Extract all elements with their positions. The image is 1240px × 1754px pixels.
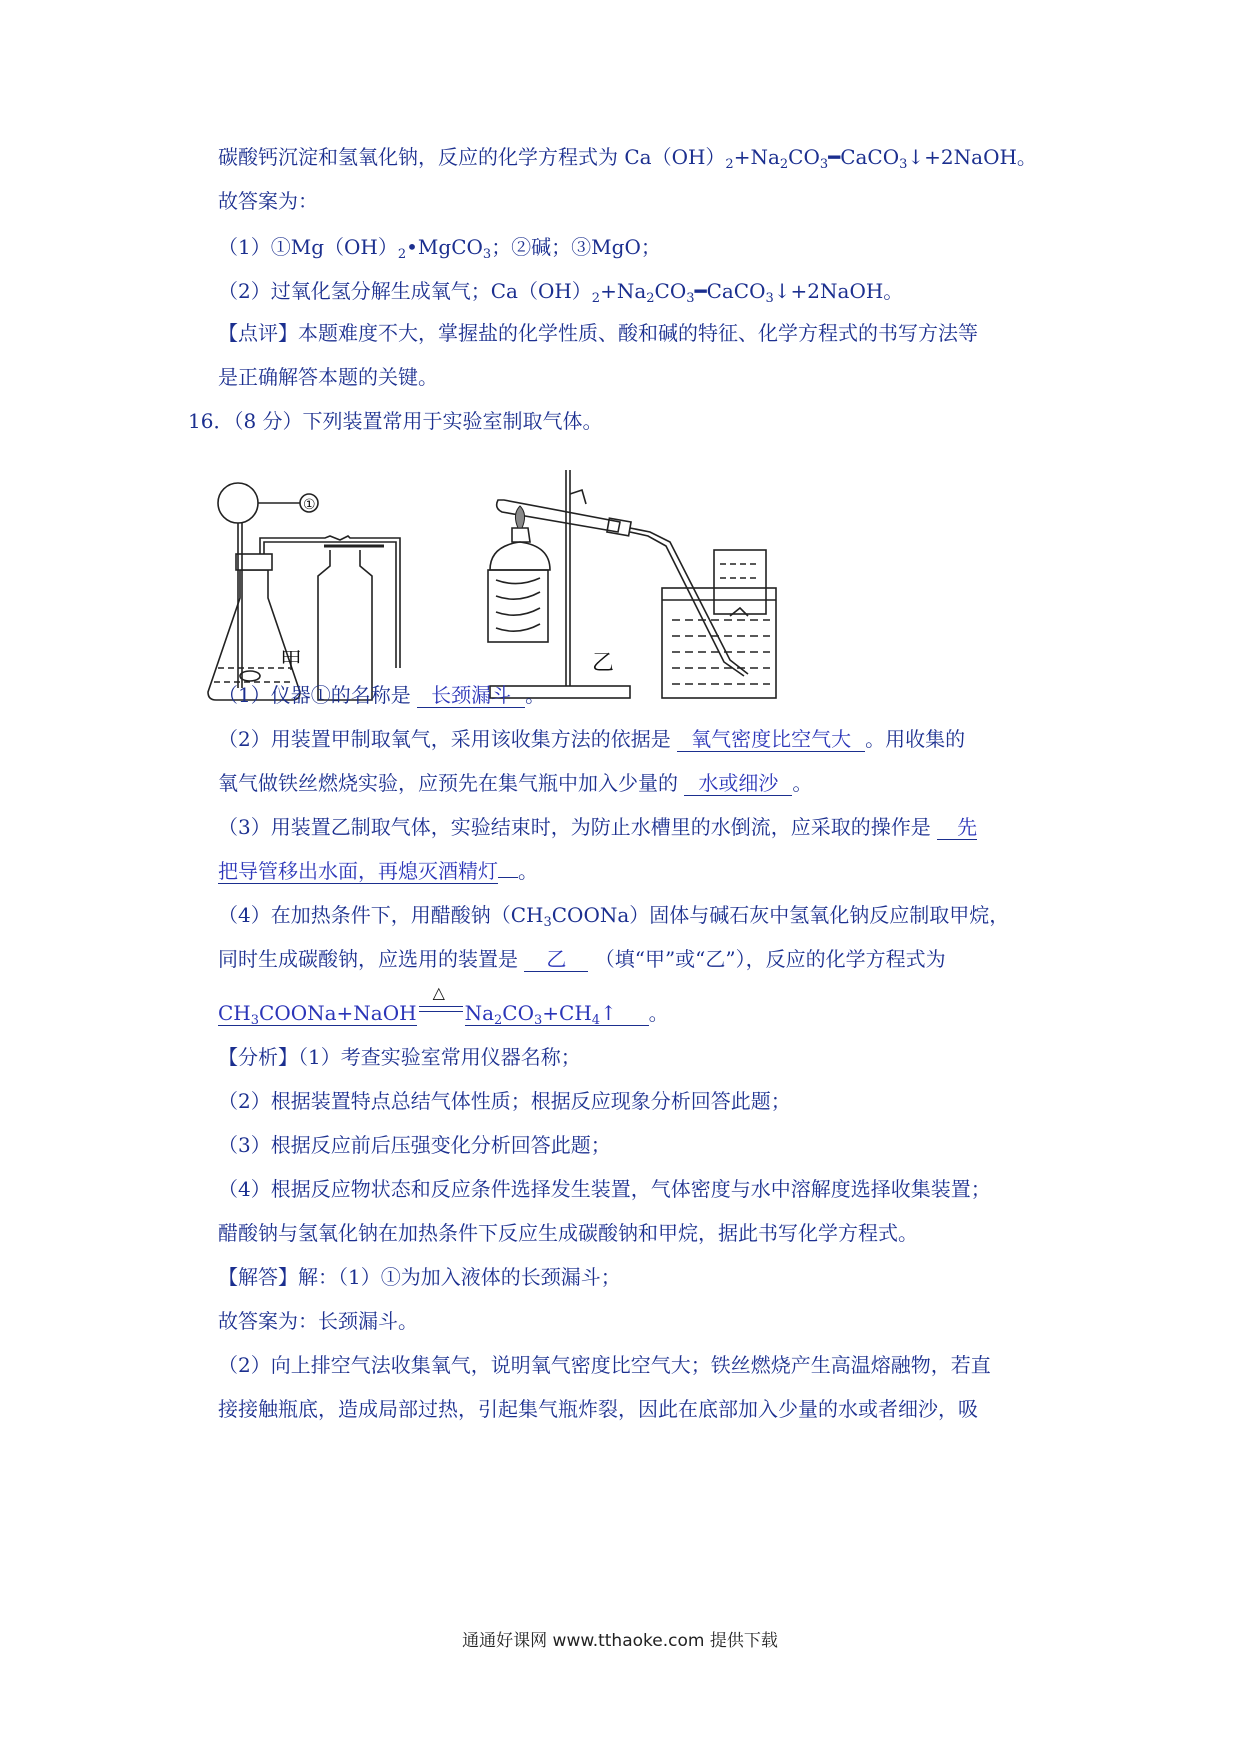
answer-1: 长颈漏斗 (417, 683, 525, 708)
answer-2b: 水或细沙 (684, 771, 792, 796)
question-3: （3）用装置乙制取气体，实验结束时，为防止水槽里的水倒流，应采取的操作是 先 (218, 815, 978, 839)
question-2: （2）用装置甲制取氧气，采用该收集方法的依据是 氧气密度比空气大 。用收集的 (218, 727, 966, 751)
solution-line: 接接触瓶底，造成局部过热，引起集气瓶炸裂，因此在底部加入少量的水或者细沙，吸 (218, 1397, 978, 1421)
solution-line: 故答案为：长颈漏斗。 (218, 1309, 418, 1333)
question-2-cont: 氧气做铁丝燃烧实验，应预先在集气瓶中加入少量的 水或细沙 。 (218, 771, 813, 795)
comment-line: 是正确解答本题的关键。 (218, 365, 438, 389)
question-3-cont: 把导管移出水面，再熄灭酒精灯 。 (218, 859, 538, 883)
analysis-line: 【分析】（1）考查实验室常用仪器名称； (218, 1045, 581, 1069)
label-apparatus-jia: 甲 (280, 649, 303, 674)
question-4-cont: 同时生成碳酸钠，应选用的装置是 乙 （填“甲”或“乙”），反应的化学方程式为 (218, 947, 946, 971)
text-line: 故答案为： (218, 189, 318, 213)
equation-line: $CH_3COONa+NaOH$ △ $Na_2CO_3+CH_4↑$ 。 (218, 983, 669, 1028)
gas-collecting-bottle (714, 550, 766, 614)
page-footer: 通通好课网 www.tthaoke.com 提供下载 (462, 1631, 778, 1651)
question-1: （1）仪器①的名称是 长颈漏斗 。 (218, 683, 546, 707)
analysis-line: （3）根据反应前后压强变化分析回答此题； (218, 1133, 611, 1157)
comment-line: 【点评】本题难度不大，掌握盐的化学性质、酸和碱的特征、化学方程式的书写方法等 (218, 321, 978, 345)
alcohol-lamp (512, 528, 530, 542)
answer-3b: 把导管移出水面，再熄灭酒精灯 (218, 859, 498, 883)
text-line: 碳酸钙沉淀和氢氧化钠，反应的化学方程式为 $Ca(OH)_2+Na_2CO_3━CaCO_3↓+2NaOH$。 (218, 145, 1037, 172)
answer-2a: 氧气密度比空气大 (677, 727, 865, 752)
text-line: （2）过氧化氢分解生成氧气；$Ca(OH)_2+Na_2CO_3━CaCO_3↓+2NaOH$。 (218, 279, 904, 306)
question-title: 16．（8 分）下列装置常用于实验室制取气体。 (188, 409, 603, 433)
analysis-line: 醋酸钠与氢氧化钠在加热条件下反应生成碳酸钠和甲烷，据此书写化学方程式。 (218, 1221, 918, 1245)
funnel-bulb (218, 483, 258, 523)
water-trough (662, 588, 776, 698)
reaction-condition: △ (419, 1000, 463, 1022)
gas-bottle (318, 550, 372, 700)
solution-line: 【解答】解：（1）①为加入液体的长颈漏斗； (218, 1265, 621, 1289)
analysis-line: （2）根据装置特点总结气体性质；根据反应现象分析回答此题； (218, 1089, 791, 1113)
solution-line: （2）向上排空气法收集氧气，说明氧气密度比空气大；铁丝燃烧产生高温熔融物，若直 (218, 1353, 991, 1377)
answer-4: 乙 (524, 947, 588, 972)
apparatus-diagram (200, 470, 900, 710)
answer-3a: 先 (937, 815, 977, 840)
marker-label: ① (303, 497, 316, 513)
label-apparatus-yi: 乙 (592, 651, 615, 676)
text-line: $(1)①Mg(OH)_2•MgCO_3$；②碱；③MgO； (218, 235, 661, 262)
question-4: （4）在加热条件下，用醋酸钠$(CH_3COONa)$固体与碱石灰中氢氧化钠反应制取甲烷， (218, 903, 1010, 930)
analysis-line: （4）根据反应物状态和反应条件选择发生装置，气体密度与水中溶解度选择收集装置； (218, 1177, 991, 1201)
